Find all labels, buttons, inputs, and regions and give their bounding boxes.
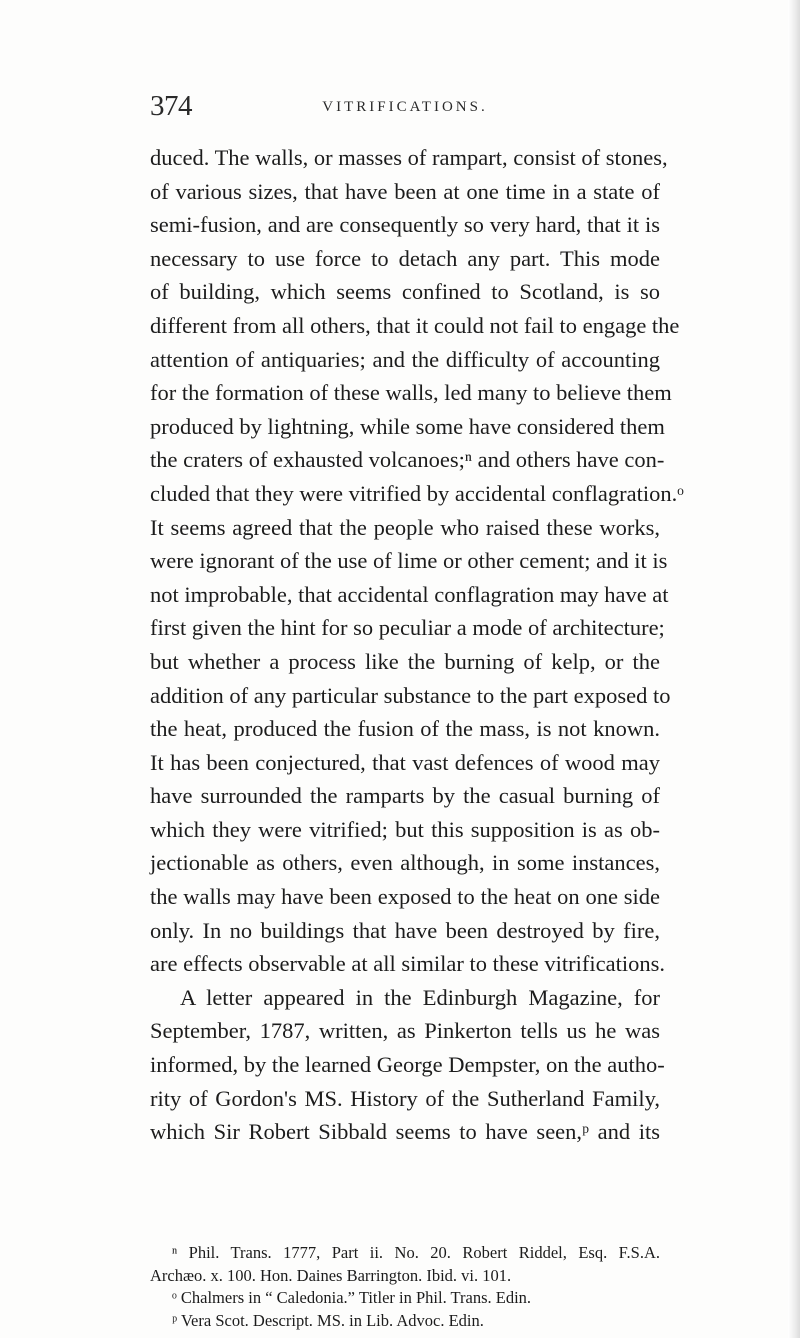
text-line: the craters of exhausted volcanoes;ⁿ and others have con- [150, 447, 665, 473]
text-line: produced by lightning, while some have considered them [150, 413, 665, 439]
page-edge-shadow [788, 0, 800, 1338]
page-number: 374 [150, 90, 192, 122]
page-header [150, 90, 660, 130]
footnote-p: ᵖ Vera Scot. Descript. MS. in Lib. Advoc. Edin. [172, 1310, 484, 1330]
text-line: which Sir Robert Sibbald seems to have seen,ᵖ and its [150, 1119, 660, 1145]
text-line: September, 1787, written, as Pinkerton tells us he was [150, 1018, 660, 1044]
text-line: duced. The walls, or masses of rampart, consist of stones, [150, 145, 668, 170]
text-line: of building, which seems confined to Scotland, is so [150, 279, 660, 305]
body-text [150, 141, 684, 1149]
footnote-o: ᵒ Chalmers in “ Caledonia.” Titler in Phil. Trans. Edin. [172, 1288, 532, 1307]
text-line: first given the hint for so peculiar a mode of architecture; [150, 615, 665, 641]
text-line: necessary to use force to detach any part. This mode [150, 245, 660, 271]
text-line: were ignorant of the use of lime or other cement; and it is [150, 548, 668, 574]
text-line: rity of Gordon's MS. History of the Sutherland Family, [150, 1085, 660, 1111]
text-line: cluded that they were vitrified by accidental conflagration.ᵒ [150, 480, 684, 506]
text-line: only. In no buildings that have been destroyed by fire, [150, 917, 660, 943]
text-line: of various sizes, that have been at one time in a state of [150, 178, 660, 204]
text-line: for the formation of these walls, led many to believe them [150, 380, 672, 406]
text-line-paragraph-start: A letter appeared in the Edinburgh Magazine, for [180, 984, 660, 1010]
text-line: have surrounded the ramparts by the casual burning of [150, 783, 660, 809]
text-line: different from all others, that it could not fail to engage the [150, 312, 680, 338]
text-line: attention of antiquaries; and the difficulty of accounting [150, 346, 660, 372]
text-line: the heat, produced the fusion of the mass, is not known. [150, 716, 660, 742]
text-line: It seems agreed that the people who raised these works, [150, 514, 660, 540]
footnote-n: ⁿ Phil. Trans. 1777, Part ii. No. 20. Robert Riddel, Esq. F.S.A. [172, 1243, 660, 1262]
text-line: the walls may have been exposed to the heat on one side [150, 884, 660, 910]
text-line: are effects observable at all similar to these vitrifications. [150, 951, 666, 977]
text-line: It has been conjectured, that vast defences of wood may [150, 749, 660, 775]
text-line: but whether a process like the burning of kelp, or the [150, 648, 660, 674]
footnote-n-continued: Archæo. x. 100. Hon. Daines Barrington. Ibid. vi. 101. [150, 1265, 512, 1285]
footnotes [150, 1242, 660, 1332]
text-line: which they were vitrified; but this supposition is as ob- [150, 816, 660, 842]
text-line: jectionable as others, even although, in some instances, [150, 850, 660, 876]
text-line: semi-fusion, and are consequently so very hard, that it is [150, 212, 660, 238]
text-line: addition of any particular substance to the part exposed to [150, 682, 671, 708]
text-line: informed, by the learned George Dempster, on the autho- [150, 1052, 665, 1078]
running-head: VITRIFICATIONS. [322, 99, 488, 115]
text-line: not improbable, that accidental conflagration may have at [150, 581, 669, 607]
